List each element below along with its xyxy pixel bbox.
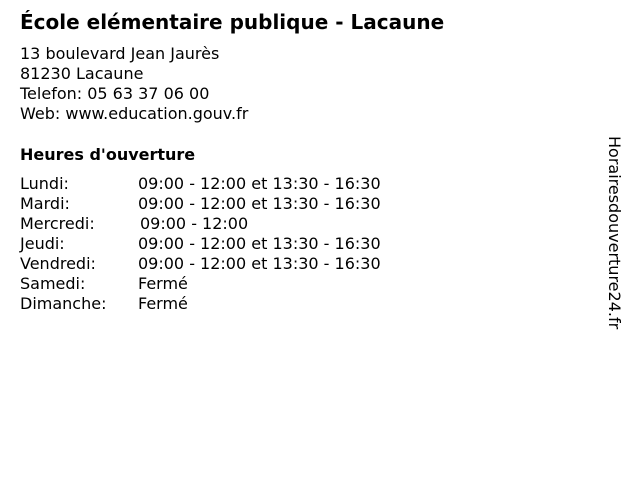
- page-title: École elémentaire publique - Lacaune: [20, 10, 445, 34]
- site-watermark: Horairesdouverture24.fr: [605, 136, 624, 330]
- address-block: [20, 44, 248, 124]
- day-hours: Fermé: [138, 274, 188, 293]
- day-label: Mercredi:: [20, 214, 95, 233]
- day-label: Vendredi:: [20, 254, 96, 273]
- day-label: Lundi:: [20, 174, 69, 193]
- website: Web: www.education.gouv.fr: [20, 104, 249, 123]
- postal-city: 81230 Lacaune: [20, 64, 144, 83]
- day-label: Dimanche:: [20, 294, 107, 313]
- hours-heading: Heures d'ouverture: [20, 145, 196, 164]
- day-label: Jeudi:: [20, 234, 65, 253]
- day-hours: 09:00 - 12:00 et 13:30 - 16:30: [138, 194, 381, 213]
- day-hours: 09:00 - 12:00: [140, 214, 249, 233]
- phone-number: Telefon: 05 63 37 06 00: [20, 84, 210, 103]
- day-hours: Fermé: [138, 294, 188, 313]
- day-hours: 09:00 - 12:00 et 13:30 - 16:30: [138, 234, 381, 253]
- day-hours: 09:00 - 12:00 et 13:30 - 16:30: [138, 254, 381, 273]
- day-label: Mardi:: [20, 194, 70, 213]
- day-label: Samedi:: [20, 274, 86, 293]
- day-hours: 09:00 - 12:00 et 13:30 - 16:30: [138, 174, 381, 193]
- street-address: 13 boulevard Jean Jaurès: [20, 44, 220, 63]
